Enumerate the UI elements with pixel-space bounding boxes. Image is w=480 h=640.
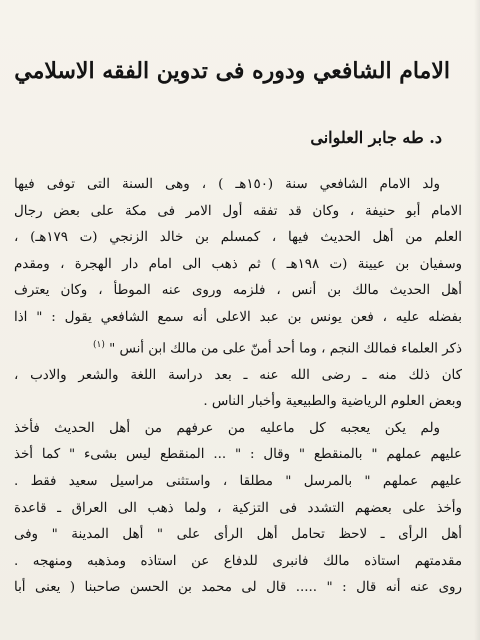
footnote-reference: (١) xyxy=(92,339,105,350)
text-line-with-footnote xyxy=(14,332,462,363)
text-line: عليهم عملهم " بالمنقطع " وقال : " ... المنقطع ليس بشىء " كما أخذ xyxy=(14,447,462,463)
text-line: الامام أبو حنيفة ، وكان قد تفقه أول الامر فى مكة على بعض رجال xyxy=(14,203,462,219)
text-line: روى عنه أنه قال : " ..... قال لى محمد بن الحسن صاحبنا ( يعنى أبا xyxy=(14,580,462,596)
text-line: ولم يكن يعجبه كل ماعليه من عرفهم من أهل الحديث فأخذ xyxy=(14,420,440,436)
author-name: د. طه جابر العلوانى xyxy=(310,128,442,147)
text-line: كان ذلك منه ـ رضى الله عنه ـ بعد دراسة اللغة والشعر والادب ، xyxy=(14,367,462,383)
article-body xyxy=(14,172,462,602)
page-edge-shadow xyxy=(474,0,480,640)
text-line: أهل الرأى ـ لاحظ تحامل أهل الرأى على " أهل المدينة " وفى xyxy=(14,527,462,543)
text-line: ولد الامام الشافعي سنة (١٥٠هـ ) ، وهى السنة التى توفى فيها xyxy=(14,177,441,192)
text-line: العلم من أهل الحديث فيها ، كمسلم بن خالد الزنجي (ت ١٧٩هـ) ، xyxy=(14,230,462,246)
article-title: الامام الشافعي ودوره فى تدوين الفقه الاسلامي xyxy=(14,58,450,84)
text-line: وسفيان بن عيينة (ت ١٩٨هـ ) ثم ذهب الى امام دار الهجرة ، ومقدم xyxy=(14,256,462,272)
text-line: عليهم عملهم " بالمرسل " مطلقا ، واستثنى مراسيل سعيد فقط . xyxy=(14,474,462,489)
text-line: ذكر العلماء فمالك النجم ، وما أحد أمنّ على من مالك ابن أنس " xyxy=(109,341,462,357)
text-line: بفضله عليه ، فعن يونس بن عبد الاعلى أنه سمع الشافعي يقول : " اذا xyxy=(14,309,462,325)
text-line: مقدمتهم استاذه مالك فانبرى للدفاع عن استاذه ومذهبه ومنهجه . xyxy=(14,553,462,569)
text-line: وأخذ على بعضهم التشدد فى التزكية ، ولما ذهب الى العراق ـ قاعدة xyxy=(14,500,462,516)
text-line: وبعض العلوم الرياضية والطبيعية وأخبار الناس . xyxy=(203,394,462,410)
text-line: أهل الحديث مالك بن أنس ، فلزمه وروى عنه الموطأ ، وكان يعترف xyxy=(14,283,462,299)
